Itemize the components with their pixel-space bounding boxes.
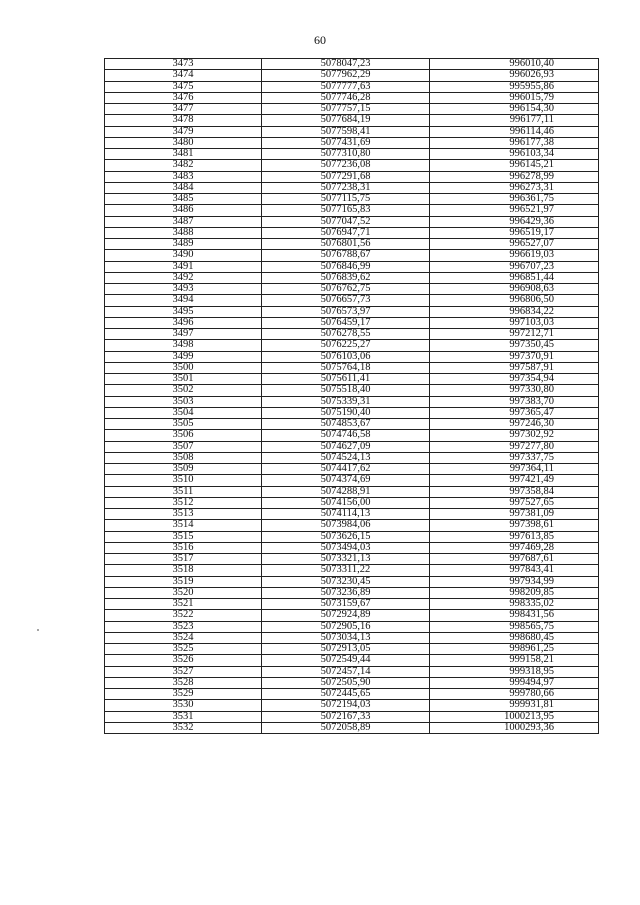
y-coordinate-cell: 997527,65 bbox=[430, 497, 599, 508]
table-row bbox=[105, 396, 599, 407]
x-coordinate-cell: 5077777,63 bbox=[262, 81, 430, 92]
y-coordinate-cell: 997364,11 bbox=[430, 464, 599, 475]
y-coordinate-cell: 997613,85 bbox=[430, 531, 599, 542]
table-row bbox=[105, 464, 599, 475]
table-row bbox=[105, 205, 599, 216]
point-number-cell: 3530 bbox=[105, 700, 262, 711]
scan-speck bbox=[37, 629, 39, 631]
point-number-cell: 3493 bbox=[105, 284, 262, 295]
table-row bbox=[105, 486, 599, 497]
table-row bbox=[105, 610, 599, 621]
point-number-cell: 3531 bbox=[105, 711, 262, 722]
point-number-cell: 3474 bbox=[105, 70, 262, 81]
x-coordinate-cell: 5072167,33 bbox=[262, 711, 430, 722]
y-coordinate-cell: 999780,66 bbox=[430, 689, 599, 700]
y-coordinate-cell: 997246,30 bbox=[430, 419, 599, 430]
point-number-cell: 3484 bbox=[105, 182, 262, 193]
table-row bbox=[105, 374, 599, 385]
y-coordinate-cell: 998680,45 bbox=[430, 632, 599, 643]
point-number-cell: 3520 bbox=[105, 587, 262, 598]
x-coordinate-cell: 5076839,62 bbox=[262, 272, 430, 283]
point-number-cell: 3511 bbox=[105, 486, 262, 497]
y-coordinate-cell: 997383,70 bbox=[430, 396, 599, 407]
point-number-cell: 3488 bbox=[105, 227, 262, 238]
y-coordinate-cell: 996834,22 bbox=[430, 306, 599, 317]
x-coordinate-cell: 5076573,97 bbox=[262, 306, 430, 317]
table-row bbox=[105, 565, 599, 576]
table-row bbox=[105, 306, 599, 317]
table-row bbox=[105, 475, 599, 486]
y-coordinate-cell: 996015,79 bbox=[430, 92, 599, 103]
x-coordinate-cell: 5072905,16 bbox=[262, 621, 430, 632]
y-coordinate-cell: 998565,75 bbox=[430, 621, 599, 632]
point-number-cell: 3479 bbox=[105, 126, 262, 137]
y-coordinate-cell: 996429,36 bbox=[430, 216, 599, 227]
point-number-cell: 3504 bbox=[105, 407, 262, 418]
x-coordinate-cell: 5077310,80 bbox=[262, 149, 430, 160]
y-coordinate-cell: 997365,47 bbox=[430, 407, 599, 418]
y-coordinate-cell: 997421,49 bbox=[430, 475, 599, 486]
table-row bbox=[105, 182, 599, 193]
point-number-cell: 3525 bbox=[105, 644, 262, 655]
point-number-cell: 3496 bbox=[105, 317, 262, 328]
y-coordinate-cell: 996273,31 bbox=[430, 182, 599, 193]
y-coordinate-cell: 997350,45 bbox=[430, 340, 599, 351]
x-coordinate-cell: 5073159,67 bbox=[262, 599, 430, 610]
point-number-cell: 3509 bbox=[105, 464, 262, 475]
point-number-cell: 3514 bbox=[105, 520, 262, 531]
x-coordinate-cell: 5075339,31 bbox=[262, 396, 430, 407]
y-coordinate-cell: 996521,97 bbox=[430, 205, 599, 216]
table-row bbox=[105, 554, 599, 565]
x-coordinate-cell: 5077962,29 bbox=[262, 70, 430, 81]
x-coordinate-cell: 5076225,27 bbox=[262, 340, 430, 351]
x-coordinate-cell: 5076762,75 bbox=[262, 284, 430, 295]
point-number-cell: 3518 bbox=[105, 565, 262, 576]
table-row bbox=[105, 81, 599, 92]
point-number-cell: 3505 bbox=[105, 419, 262, 430]
point-number-cell: 3524 bbox=[105, 632, 262, 643]
x-coordinate-cell: 5074156,00 bbox=[262, 497, 430, 508]
point-number-cell: 3492 bbox=[105, 272, 262, 283]
point-number-cell: 3481 bbox=[105, 149, 262, 160]
point-number-cell: 3515 bbox=[105, 531, 262, 542]
x-coordinate-cell: 5072457,14 bbox=[262, 666, 430, 677]
point-number-cell: 3507 bbox=[105, 441, 262, 452]
table-row bbox=[105, 295, 599, 306]
x-coordinate-cell: 5072924,89 bbox=[262, 610, 430, 621]
x-coordinate-cell: 5074114,13 bbox=[262, 509, 430, 520]
table-row bbox=[105, 250, 599, 261]
table-row bbox=[105, 599, 599, 610]
x-coordinate-cell: 5073321,13 bbox=[262, 554, 430, 565]
y-coordinate-cell: 997337,75 bbox=[430, 452, 599, 463]
point-number-cell: 3517 bbox=[105, 554, 262, 565]
table-row bbox=[105, 587, 599, 598]
y-coordinate-cell: 996278,99 bbox=[430, 171, 599, 182]
y-coordinate-cell: 997843,41 bbox=[430, 565, 599, 576]
x-coordinate-cell: 5077684,19 bbox=[262, 115, 430, 126]
table-row bbox=[105, 329, 599, 340]
x-coordinate-cell: 5072194,03 bbox=[262, 700, 430, 711]
table-row bbox=[105, 497, 599, 508]
point-number-cell: 3527 bbox=[105, 666, 262, 677]
x-coordinate-cell: 5072058,89 bbox=[262, 722, 430, 733]
y-coordinate-cell: 998209,85 bbox=[430, 587, 599, 598]
point-number-cell: 3502 bbox=[105, 385, 262, 396]
point-number-cell: 3486 bbox=[105, 205, 262, 216]
table-row bbox=[105, 284, 599, 295]
table-row bbox=[105, 677, 599, 688]
table-row bbox=[105, 70, 599, 81]
x-coordinate-cell: 5078047,23 bbox=[262, 59, 430, 70]
x-coordinate-cell: 5074746,58 bbox=[262, 430, 430, 441]
y-coordinate-cell: 999931,81 bbox=[430, 700, 599, 711]
table-row bbox=[105, 509, 599, 520]
y-coordinate-cell: 996154,30 bbox=[430, 104, 599, 115]
y-coordinate-cell: 997381,09 bbox=[430, 509, 599, 520]
x-coordinate-cell: 5077047,52 bbox=[262, 216, 430, 227]
x-coordinate-cell: 5076801,56 bbox=[262, 239, 430, 250]
y-coordinate-cell: 996010,40 bbox=[430, 59, 599, 70]
y-coordinate-cell: 997358,84 bbox=[430, 486, 599, 497]
x-coordinate-cell: 5077746,28 bbox=[262, 92, 430, 103]
point-number-cell: 3499 bbox=[105, 351, 262, 362]
x-coordinate-cell: 5072913,05 bbox=[262, 644, 430, 655]
x-coordinate-cell: 5076103,06 bbox=[262, 351, 430, 362]
table-row bbox=[105, 227, 599, 238]
point-number-cell: 3487 bbox=[105, 216, 262, 227]
y-coordinate-cell: 996806,50 bbox=[430, 295, 599, 306]
y-coordinate-cell: 996114,46 bbox=[430, 126, 599, 137]
table-row bbox=[105, 362, 599, 373]
table-row bbox=[105, 722, 599, 733]
y-coordinate-cell: 997302,92 bbox=[430, 430, 599, 441]
point-number-cell: 3523 bbox=[105, 621, 262, 632]
point-number-cell: 3521 bbox=[105, 599, 262, 610]
x-coordinate-cell: 5077291,68 bbox=[262, 171, 430, 182]
x-coordinate-cell: 5073034,13 bbox=[262, 632, 430, 643]
point-number-cell: 3498 bbox=[105, 340, 262, 351]
y-coordinate-cell: 997687,61 bbox=[430, 554, 599, 565]
table-row bbox=[105, 317, 599, 328]
table-row bbox=[105, 351, 599, 362]
table-row bbox=[105, 194, 599, 205]
point-number-cell: 3482 bbox=[105, 160, 262, 171]
x-coordinate-cell: 5074524,13 bbox=[262, 452, 430, 463]
point-number-cell: 3485 bbox=[105, 194, 262, 205]
x-coordinate-cell: 5074417,62 bbox=[262, 464, 430, 475]
x-coordinate-cell: 5076947,71 bbox=[262, 227, 430, 238]
table-row bbox=[105, 261, 599, 272]
point-number-cell: 3477 bbox=[105, 104, 262, 115]
y-coordinate-cell: 998431,56 bbox=[430, 610, 599, 621]
y-coordinate-cell: 997398,61 bbox=[430, 520, 599, 531]
x-coordinate-cell: 5072505,90 bbox=[262, 677, 430, 688]
table-row bbox=[105, 711, 599, 722]
y-coordinate-cell: 996851,44 bbox=[430, 272, 599, 283]
x-coordinate-cell: 5072549,44 bbox=[262, 655, 430, 666]
x-coordinate-cell: 5075611,41 bbox=[262, 374, 430, 385]
table-row bbox=[105, 239, 599, 250]
table-row bbox=[105, 149, 599, 160]
table-row bbox=[105, 531, 599, 542]
table-row bbox=[105, 216, 599, 227]
point-number-cell: 3508 bbox=[105, 452, 262, 463]
table-row bbox=[105, 430, 599, 441]
y-coordinate-cell: 1000213,95 bbox=[430, 711, 599, 722]
y-coordinate-cell: 996707,23 bbox=[430, 261, 599, 272]
y-coordinate-cell: 996145,21 bbox=[430, 160, 599, 171]
x-coordinate-cell: 5074374,69 bbox=[262, 475, 430, 486]
point-number-cell: 3475 bbox=[105, 81, 262, 92]
x-coordinate-cell: 5073230,45 bbox=[262, 576, 430, 587]
table-row bbox=[105, 452, 599, 463]
y-coordinate-cell: 996619,03 bbox=[430, 250, 599, 261]
x-coordinate-cell: 5073626,15 bbox=[262, 531, 430, 542]
point-number-cell: 3491 bbox=[105, 261, 262, 272]
table-row bbox=[105, 171, 599, 182]
point-number-cell: 3506 bbox=[105, 430, 262, 441]
table-row bbox=[105, 59, 599, 70]
point-number-cell: 3510 bbox=[105, 475, 262, 486]
y-coordinate-cell: 999318,95 bbox=[430, 666, 599, 677]
point-number-cell: 3501 bbox=[105, 374, 262, 385]
table-row bbox=[105, 160, 599, 171]
x-coordinate-cell: 5074288,91 bbox=[262, 486, 430, 497]
point-number-cell: 3516 bbox=[105, 542, 262, 553]
x-coordinate-cell: 5072445,65 bbox=[262, 689, 430, 700]
x-coordinate-cell: 5077165,83 bbox=[262, 205, 430, 216]
table-row bbox=[105, 655, 599, 666]
table-row bbox=[105, 689, 599, 700]
x-coordinate-cell: 5073984,06 bbox=[262, 520, 430, 531]
y-coordinate-cell: 996908,63 bbox=[430, 284, 599, 295]
table-row bbox=[105, 666, 599, 677]
table-row bbox=[105, 542, 599, 553]
x-coordinate-cell: 5074627,09 bbox=[262, 441, 430, 452]
point-number-cell: 3513 bbox=[105, 509, 262, 520]
x-coordinate-cell: 5076846,99 bbox=[262, 261, 430, 272]
table-row bbox=[105, 385, 599, 396]
point-number-cell: 3529 bbox=[105, 689, 262, 700]
point-number-cell: 3478 bbox=[105, 115, 262, 126]
x-coordinate-cell: 5076657,73 bbox=[262, 295, 430, 306]
table-row bbox=[105, 104, 599, 115]
coordinates-table-body bbox=[105, 59, 599, 734]
table-row bbox=[105, 92, 599, 103]
y-coordinate-cell: 998961,25 bbox=[430, 644, 599, 655]
table-row bbox=[105, 137, 599, 148]
coordinates-table bbox=[104, 58, 599, 734]
point-number-cell: 3526 bbox=[105, 655, 262, 666]
x-coordinate-cell: 5073236,89 bbox=[262, 587, 430, 598]
point-number-cell: 3476 bbox=[105, 92, 262, 103]
x-coordinate-cell: 5077431,69 bbox=[262, 137, 430, 148]
x-coordinate-cell: 5077598,41 bbox=[262, 126, 430, 137]
y-coordinate-cell: 996177,38 bbox=[430, 137, 599, 148]
y-coordinate-cell: 997330,80 bbox=[430, 385, 599, 396]
table-row bbox=[105, 340, 599, 351]
table-row bbox=[105, 644, 599, 655]
y-coordinate-cell: 997277,80 bbox=[430, 441, 599, 452]
point-number-cell: 3512 bbox=[105, 497, 262, 508]
x-coordinate-cell: 5073311,22 bbox=[262, 565, 430, 576]
point-number-cell: 3503 bbox=[105, 396, 262, 407]
y-coordinate-cell: 996026,93 bbox=[430, 70, 599, 81]
x-coordinate-cell: 5077236,08 bbox=[262, 160, 430, 171]
point-number-cell: 3483 bbox=[105, 171, 262, 182]
table-row bbox=[105, 632, 599, 643]
x-coordinate-cell: 5075518,40 bbox=[262, 385, 430, 396]
y-coordinate-cell: 997469,28 bbox=[430, 542, 599, 553]
y-coordinate-cell: 995955,86 bbox=[430, 81, 599, 92]
y-coordinate-cell: 996527,07 bbox=[430, 239, 599, 250]
y-coordinate-cell: 998335,02 bbox=[430, 599, 599, 610]
point-number-cell: 3528 bbox=[105, 677, 262, 688]
table-row bbox=[105, 419, 599, 430]
y-coordinate-cell: 1000293,36 bbox=[430, 722, 599, 733]
x-coordinate-cell: 5076278,55 bbox=[262, 329, 430, 340]
point-number-cell: 3473 bbox=[105, 59, 262, 70]
table-row bbox=[105, 115, 599, 126]
x-coordinate-cell: 5077238,31 bbox=[262, 182, 430, 193]
point-number-cell: 3500 bbox=[105, 362, 262, 373]
y-coordinate-cell: 997370,91 bbox=[430, 351, 599, 362]
y-coordinate-cell: 999494,97 bbox=[430, 677, 599, 688]
y-coordinate-cell: 996361,75 bbox=[430, 194, 599, 205]
x-coordinate-cell: 5077115,75 bbox=[262, 194, 430, 205]
y-coordinate-cell: 997354,94 bbox=[430, 374, 599, 385]
table-row bbox=[105, 520, 599, 531]
y-coordinate-cell: 997587,91 bbox=[430, 362, 599, 373]
y-coordinate-cell: 997934,99 bbox=[430, 576, 599, 587]
y-coordinate-cell: 997103,03 bbox=[430, 317, 599, 328]
point-number-cell: 3480 bbox=[105, 137, 262, 148]
y-coordinate-cell: 999158,21 bbox=[430, 655, 599, 666]
y-coordinate-cell: 997212,71 bbox=[430, 329, 599, 340]
x-coordinate-cell: 5075190,40 bbox=[262, 407, 430, 418]
point-number-cell: 3490 bbox=[105, 250, 262, 261]
table-row bbox=[105, 700, 599, 711]
x-coordinate-cell: 5074853,67 bbox=[262, 419, 430, 430]
point-number-cell: 3494 bbox=[105, 295, 262, 306]
x-coordinate-cell: 5076459,17 bbox=[262, 317, 430, 328]
table-row bbox=[105, 272, 599, 283]
point-number-cell: 3519 bbox=[105, 576, 262, 587]
x-coordinate-cell: 5073494,03 bbox=[262, 542, 430, 553]
point-number-cell: 3522 bbox=[105, 610, 262, 621]
y-coordinate-cell: 996103,34 bbox=[430, 149, 599, 160]
point-number-cell: 3489 bbox=[105, 239, 262, 250]
x-coordinate-cell: 5077757,15 bbox=[262, 104, 430, 115]
table-row bbox=[105, 576, 599, 587]
page-number: 60 bbox=[314, 33, 326, 47]
point-number-cell: 3532 bbox=[105, 722, 262, 733]
table-row bbox=[105, 441, 599, 452]
x-coordinate-cell: 5075764,18 bbox=[262, 362, 430, 373]
table-row bbox=[105, 407, 599, 418]
x-coordinate-cell: 5076788,67 bbox=[262, 250, 430, 261]
y-coordinate-cell: 996177,11 bbox=[430, 115, 599, 126]
table-row bbox=[105, 621, 599, 632]
point-number-cell: 3497 bbox=[105, 329, 262, 340]
y-coordinate-cell: 996519,17 bbox=[430, 227, 599, 238]
point-number-cell: 3495 bbox=[105, 306, 262, 317]
table-row bbox=[105, 126, 599, 137]
